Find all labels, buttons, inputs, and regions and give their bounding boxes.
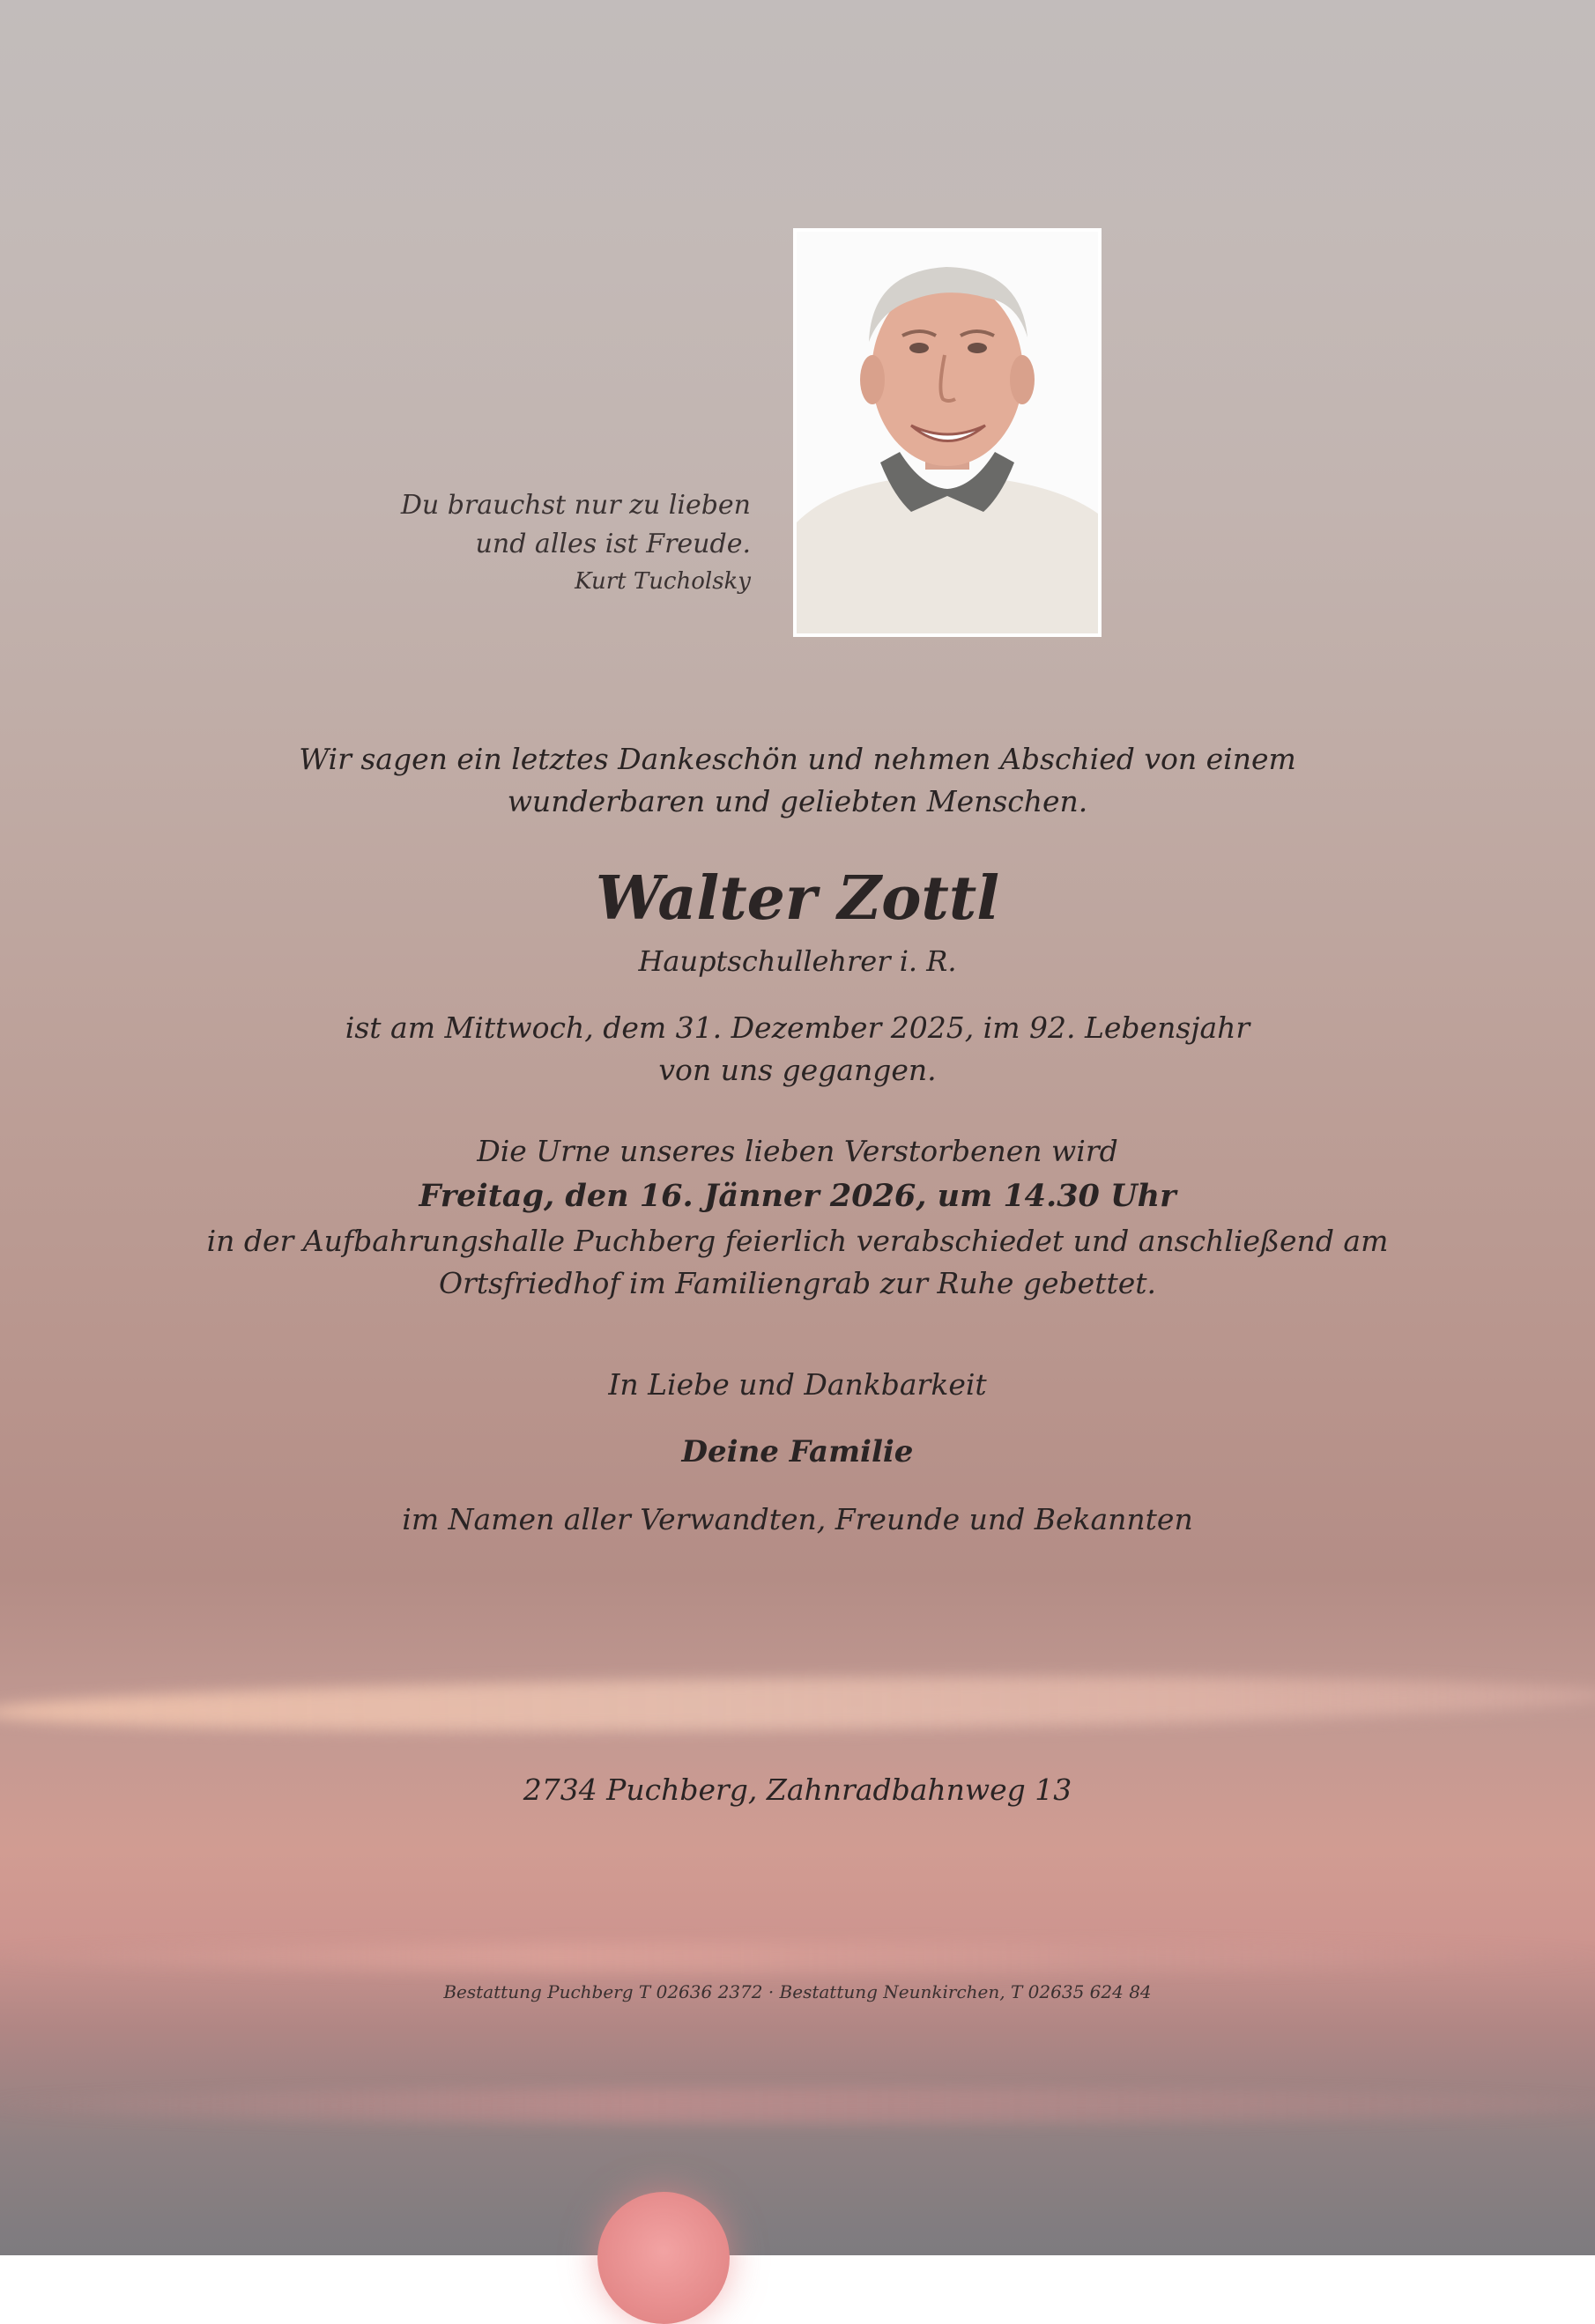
death-line-1: ist am Mittwoch, dem 31. Dezember 2025, im 92. Lebensjahr [345,1010,1250,1045]
ceremony-block [0,1130,1595,1305]
closing-family: Deine Familie [681,1434,914,1469]
intro-block [0,738,1595,823]
death-block [0,1007,1595,1092]
deceased-name: Walter Zottl [595,863,1000,934]
quote-line-2: und alles ist Freude. [475,529,751,559]
closing-love: In Liebe und Dankbarkeit [608,1367,987,1402]
ceremony-line-1: Die Urne unseres lieben Verstorbenen wird [477,1134,1118,1168]
cloud-band-pink [0,1943,1595,1972]
quote-line-1: Du brauchst nur zu lieben [400,490,751,521]
family-address: 2734 Puchberg, Zahnradbahnweg 13 [523,1773,1072,1807]
ceremony-line-4: Ortsfriedhof im Familiengrab zur Ruhe gebettet. [438,1266,1157,1300]
portrait-photo [797,232,1098,633]
death-line-2: von uns gegangen. [658,1053,937,1087]
intro-line-2: wunderbaren und geliebten Menschen. [507,784,1088,818]
quote-block [401,486,751,599]
setting-sun [597,2192,730,2324]
quote-author: Kurt Tucholsky [575,568,751,595]
portrait-photo-frame [793,228,1102,637]
ceremony-date: Freitag, den 16. Jänner 2026, um 14.30 Uhr [419,1178,1176,1214]
ceremony-line-3: in der Aufbahrungshalle Puchberg feierlich verabschiedet und anschließend am [206,1224,1389,1258]
funeral-home-footer: Bestattung Puchberg T 02636 2372 · Bestattung Neunkirchen, T 02635 624 84 [443,1981,1152,2002]
closing-relatives: im Namen aller Verwandten, Freunde und Bekannten [402,1502,1193,1536]
cloud-band-low [0,2088,1595,2123]
intro-line-1: Wir sagen ein letztes Dankeschön und nehmen Abschied von einem [299,742,1296,776]
deceased-title: Hauptschullehrer i. R. [638,944,957,978]
